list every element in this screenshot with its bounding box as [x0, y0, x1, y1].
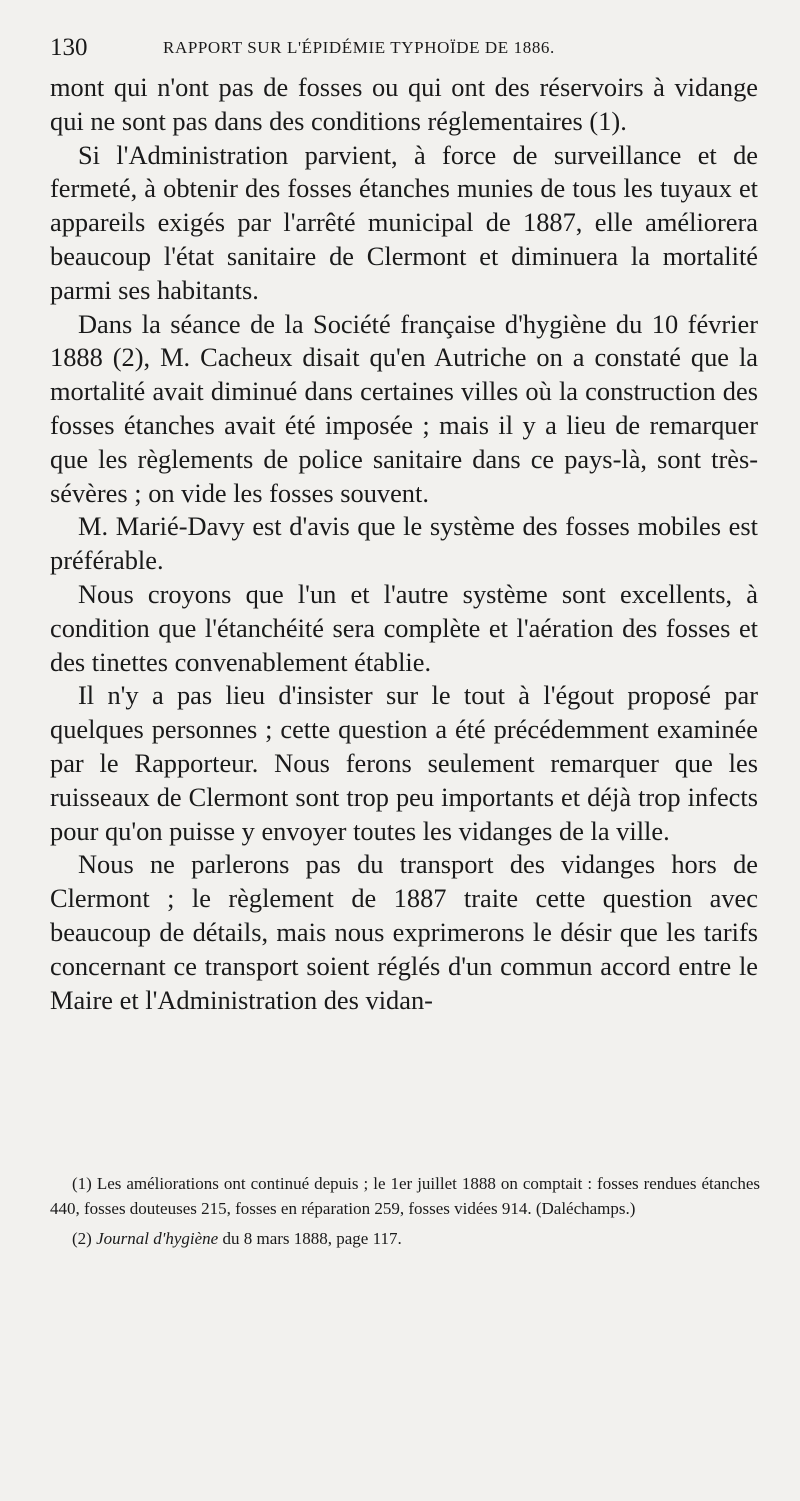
paragraph-continuation: mont qui n'ont pas de fosses ou qui ont des réservoirs à vidange qui ne sont pas dans des conditions réglementaires (1). [50, 72, 758, 136]
paragraph: M. Marié-Davy est d'avis que le système des fosses mobiles est préférable. [50, 511, 758, 576]
running-title: RAPPORT SUR L'ÉPIDÉMIE TYPHOÏDE DE 1886. [163, 38, 555, 57]
footnote-2 [50, 1227, 760, 1252]
footnote-2-citation: du 8 mars 1888, page 117. [218, 1229, 402, 1248]
footnotes [50, 1172, 760, 1258]
paragraph: Si l'Administration parvient, à force de surveillance et de fermeté, à obtenir des fosses étanches munies de tous les tuyaux et appareils exigés par l'arrêté municipal de 1887, elle améliorera beaucoup l'état sanitaire de Clermont et diminuera la mortalité parmi ses habitants. [50, 139, 758, 305]
paragraph: Il n'y a pas lieu d'insister sur le tout à l'égout proposé par quelques personnes ; cette question a été précédemment examinée par le Rapporteur. Nous ferons seulement remarquer que les ruisseaux de Clermont sont trop peu importants et déjà trop infects pour qu'on puisse y envoyer toutes les vidanges de la ville. [50, 680, 758, 846]
paragraph: Dans la séance de la Société française d'hygiène du 10 février 1888 (2), M. Cacheux disait qu'en Autriche on a constaté que la mortalité avait diminué dans certaines villes où la construction des fosses étanches avait été imposée ; mais il y a lieu de remarquer que les règlements de police sanitaire dans ce pays-là, sont très-sévères ; on vide les fosses souvent. [50, 308, 758, 508]
footnote-2-marker: (2) [72, 1229, 97, 1248]
running-head [50, 34, 760, 64]
page-number: 130 [50, 34, 88, 61]
footnote-1: (1) Les améliorations ont continué depuis ; le 1er juillet 1888 on comptait : fosses rendues étanches 440, fosses douteuses 215, fosses en réparation 259, fosses vidées 914. (Daléchamps.) [50, 1174, 760, 1218]
paragraph: Nous ne parlerons pas du transport des vidanges hors de Clermont ; le règlement de 1887 traite cette question avec beaucoup de détails, mais nous exprimerons le désir que les tarifs concernant ce transport soient réglés d'un commun accord entre le Maire et l'Administration des vidan- [50, 849, 758, 1015]
body-text [50, 71, 758, 1017]
footnote-2-journal: Journal d'hygiène [96, 1229, 219, 1248]
paragraph: Nous croyons que l'un et l'autre système sont excellents, à condition que l'étanchéité sera complète et l'aération des fosses et des tinettes convenablement établie. [50, 578, 758, 677]
